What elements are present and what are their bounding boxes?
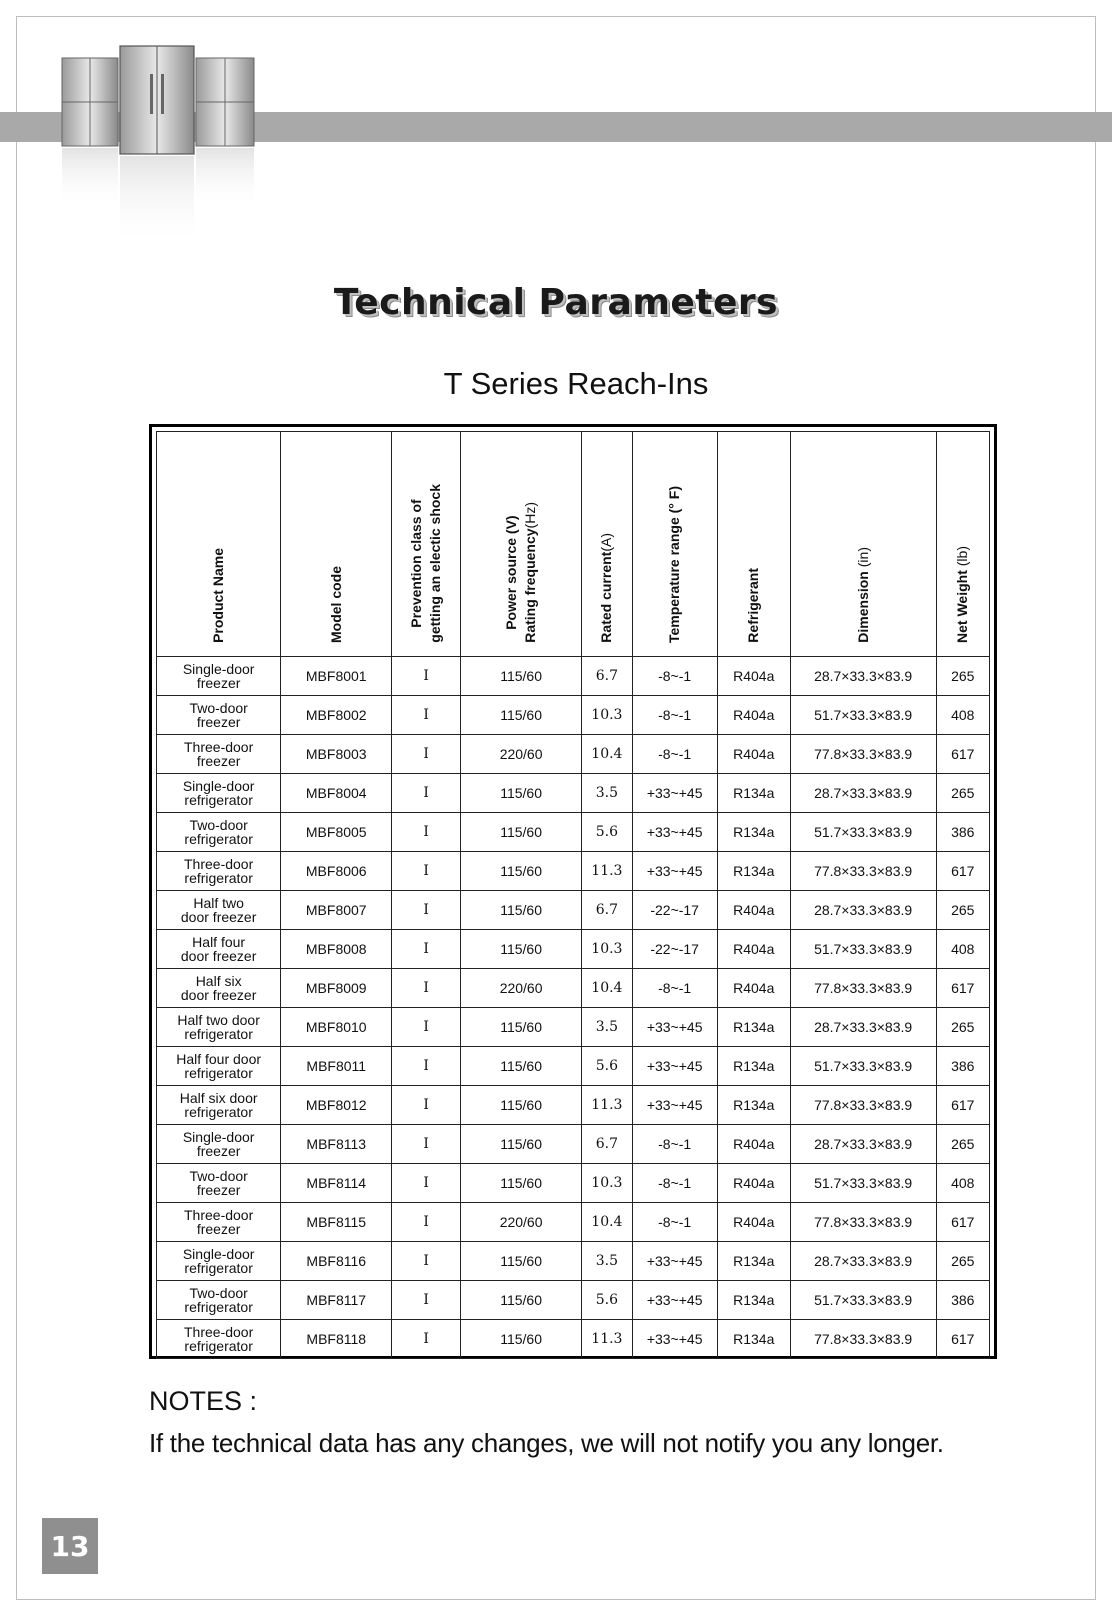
product-name-cell: Half two door refrigerator (157, 1008, 281, 1047)
model-code-cell: MBF8009 (281, 969, 392, 1008)
dimension-cell: 28.7×33.3×83.9 (790, 891, 936, 930)
power-source-cell: 115/60 (461, 774, 582, 813)
header-prevention-class: Prevention class of getting an electic shock (392, 432, 461, 657)
table-row (157, 891, 990, 930)
power-source-cell: 115/60 (461, 1047, 582, 1086)
power-source-cell: 115/60 (461, 930, 582, 969)
temperature-range-cell: +33~+45 (632, 1047, 717, 1086)
refrigerant-cell: R134a (717, 1242, 790, 1281)
rated-current-cell: 3.5 (582, 1008, 632, 1047)
rated-current-cell: 3.5 (582, 774, 632, 813)
model-code-cell: MBF8007 (281, 891, 392, 930)
product-name-cell: Half four door freezer (157, 930, 281, 969)
model-code-cell: MBF8006 (281, 852, 392, 891)
rated-current-cell: 10.3 (582, 930, 632, 969)
dimension-cell: 51.7×33.3×83.9 (790, 696, 936, 735)
page-subtitle: T Series Reach-Ins (443, 366, 709, 401)
table-row (157, 1281, 990, 1320)
power-source-cell: 220/60 (461, 969, 582, 1008)
header-row (157, 432, 990, 657)
dimension-cell: 77.8×33.3×83.9 (790, 735, 936, 774)
net-weight-cell: 265 (936, 774, 989, 813)
refrigerant-cell: R134a (717, 1047, 790, 1086)
model-code-cell: MBF8118 (281, 1320, 392, 1359)
refrigerant-cell: R404a (717, 930, 790, 969)
dimension-cell: 28.7×33.3×83.9 (790, 774, 936, 813)
product-name-cell: Single-door freezer (157, 1125, 281, 1164)
temperature-range-cell: +33~+45 (632, 813, 717, 852)
temperature-range-cell: -8~-1 (632, 696, 717, 735)
rated-current-cell: 6.7 (582, 891, 632, 930)
product-name-cell: Half six door refrigerator (157, 1086, 281, 1125)
net-weight-cell: 617 (936, 852, 989, 891)
model-code-cell: MBF8004 (281, 774, 392, 813)
product-name-cell: Half two door freezer (157, 891, 281, 930)
net-weight-cell: 408 (936, 1164, 989, 1203)
dimension-cell: 28.7×33.3×83.9 (790, 1008, 936, 1047)
net-weight-cell: 265 (936, 891, 989, 930)
power-source-cell: 220/60 (461, 735, 582, 774)
table-row (157, 813, 990, 852)
net-weight-cell: 265 (936, 657, 989, 696)
model-code-cell: MBF8008 (281, 930, 392, 969)
dimension-cell: 28.7×33.3×83.9 (790, 1125, 936, 1164)
table-row (157, 1047, 990, 1086)
rated-current-cell: 5.6 (582, 1047, 632, 1086)
refrigerant-cell: R404a (717, 1125, 790, 1164)
dimension-cell: 51.7×33.3×83.9 (790, 1047, 936, 1086)
table-row (157, 774, 990, 813)
product-name-cell: Two-door freezer (157, 696, 281, 735)
net-weight-cell: 386 (936, 1281, 989, 1320)
net-weight-cell: 617 (936, 1203, 989, 1242)
dimension-cell: 77.8×33.3×83.9 (790, 969, 936, 1008)
page-title: Technical Parameters (333, 282, 779, 323)
product-name-cell: Half four door refrigerator (157, 1047, 281, 1086)
prevention-class-cell: I (392, 852, 461, 891)
header-dimension: Dimension (in) (790, 432, 936, 657)
dimension-cell: 77.8×33.3×83.9 (790, 1086, 936, 1125)
prevention-class-cell: I (392, 1125, 461, 1164)
header-power-source: Power source (V) Rating frequency(Hz) (461, 432, 582, 657)
model-code-cell: MBF8011 (281, 1047, 392, 1086)
table-row (157, 1086, 990, 1125)
model-code-cell: MBF8003 (281, 735, 392, 774)
model-code-cell: MBF8113 (281, 1125, 392, 1164)
rated-current-cell: 10.4 (582, 735, 632, 774)
product-name-cell: Two-door refrigerator (157, 813, 281, 852)
prevention-class-cell: I (392, 1242, 461, 1281)
header-temperature-range: Temperature range (° F) (632, 432, 717, 657)
product-name-cell: Three-door refrigerator (157, 852, 281, 891)
model-code-cell: MBF8115 (281, 1203, 392, 1242)
model-code-cell: MBF8117 (281, 1281, 392, 1320)
prevention-class-cell: I (392, 1086, 461, 1125)
header-product-name: Product Name (157, 432, 281, 657)
power-source-cell: 115/60 (461, 1242, 582, 1281)
model-code-cell: MBF8116 (281, 1242, 392, 1281)
net-weight-cell: 408 (936, 930, 989, 969)
dimension-cell: 51.7×33.3×83.9 (790, 930, 936, 969)
temperature-range-cell: -8~-1 (632, 735, 717, 774)
notes-text: If the technical data has any changes, we will not notify you any longer. (149, 1428, 944, 1458)
dimension-cell: 28.7×33.3×83.9 (790, 657, 936, 696)
product-name-cell: Single-door freezer (157, 657, 281, 696)
prevention-class-cell: I (392, 1164, 461, 1203)
temperature-range-cell: -8~-1 (632, 1164, 717, 1203)
net-weight-cell: 265 (936, 1008, 989, 1047)
spec-table-body (157, 657, 990, 1359)
refrigerant-cell: R404a (717, 657, 790, 696)
prevention-class-cell: I (392, 930, 461, 969)
temperature-range-cell: -8~-1 (632, 1203, 717, 1242)
power-source-cell: 115/60 (461, 1008, 582, 1047)
temperature-range-cell: +33~+45 (632, 774, 717, 813)
notes-heading: NOTES : (149, 1386, 258, 1416)
power-source-cell: 115/60 (461, 657, 582, 696)
refrigerator-illustration (58, 44, 268, 254)
temperature-range-cell: -8~-1 (632, 969, 717, 1008)
net-weight-cell: 617 (936, 1086, 989, 1125)
product-name-cell: Two-door freezer (157, 1164, 281, 1203)
refrigerant-cell: R134a (717, 1320, 790, 1359)
rated-current-cell: 6.7 (582, 657, 632, 696)
product-name-cell: Single-door refrigerator (157, 774, 281, 813)
dimension-cell: 77.8×33.3×83.9 (790, 1320, 936, 1359)
prevention-class-cell: I (392, 696, 461, 735)
table-row (157, 1125, 990, 1164)
net-weight-cell: 386 (936, 813, 989, 852)
model-code-cell: MBF8114 (281, 1164, 392, 1203)
refrigerant-cell: R404a (717, 696, 790, 735)
net-weight-cell: 265 (936, 1125, 989, 1164)
table-row (157, 1008, 990, 1047)
model-code-cell: MBF8005 (281, 813, 392, 852)
power-source-cell: 115/60 (461, 852, 582, 891)
temperature-range-cell: +33~+45 (632, 1008, 717, 1047)
dimension-cell: 51.7×33.3×83.9 (790, 1164, 936, 1203)
power-source-cell: 115/60 (461, 1281, 582, 1320)
spec-table-frame (149, 424, 997, 1359)
model-code-cell: MBF8012 (281, 1086, 392, 1125)
refrigerant-cell: R134a (717, 1281, 790, 1320)
product-name-cell: Single-door refrigerator (157, 1242, 281, 1281)
rated-current-cell: 3.5 (582, 1242, 632, 1281)
prevention-class-cell: I (392, 1047, 461, 1086)
table-row (157, 930, 990, 969)
rated-current-cell: 10.4 (582, 969, 632, 1008)
refrigerant-cell: R404a (717, 1164, 790, 1203)
refrigerant-cell: R404a (717, 891, 790, 930)
refrigerant-cell: R134a (717, 813, 790, 852)
net-weight-cell: 265 (936, 1242, 989, 1281)
dimension-cell: 77.8×33.3×83.9 (790, 1203, 936, 1242)
rated-current-cell: 11.3 (582, 1320, 632, 1359)
rated-current-cell: 6.7 (582, 1125, 632, 1164)
power-source-cell: 115/60 (461, 1320, 582, 1359)
header-rated-current: Rated current(A) (582, 432, 632, 657)
spec-table (156, 431, 990, 1359)
power-source-cell: 115/60 (461, 1164, 582, 1203)
rated-current-cell: 11.3 (582, 1086, 632, 1125)
refrigerant-cell: R404a (717, 1203, 790, 1242)
dimension-cell: 51.7×33.3×83.9 (790, 1281, 936, 1320)
net-weight-cell: 386 (936, 1047, 989, 1086)
rated-current-cell: 10.4 (582, 1203, 632, 1242)
refrigerant-cell: R134a (717, 1086, 790, 1125)
rated-current-cell: 11.3 (582, 852, 632, 891)
product-name-cell: Half six door freezer (157, 969, 281, 1008)
refrigerant-cell: R404a (717, 735, 790, 774)
power-source-cell: 220/60 (461, 1203, 582, 1242)
prevention-class-cell: I (392, 657, 461, 696)
temperature-range-cell: +33~+45 (632, 1086, 717, 1125)
model-code-cell: MBF8010 (281, 1008, 392, 1047)
dimension-cell: 77.8×33.3×83.9 (790, 852, 936, 891)
rated-current-cell: 10.3 (582, 1164, 632, 1203)
model-code-cell: MBF8001 (281, 657, 392, 696)
refrigerant-cell: R404a (717, 969, 790, 1008)
header-net-weight: Net Weight (lb) (936, 432, 989, 657)
prevention-class-cell: I (392, 735, 461, 774)
temperature-range-cell: +33~+45 (632, 1281, 717, 1320)
power-source-cell: 115/60 (461, 813, 582, 852)
power-source-cell: 115/60 (461, 1125, 582, 1164)
temperature-range-cell: -22~-17 (632, 891, 717, 930)
table-row (157, 1242, 990, 1281)
power-source-cell: 115/60 (461, 891, 582, 930)
table-row (157, 657, 990, 696)
table-row (157, 1320, 990, 1359)
dimension-cell: 51.7×33.3×83.9 (790, 813, 936, 852)
temperature-range-cell: +33~+45 (632, 1242, 717, 1281)
product-name-cell: Three-door freezer (157, 735, 281, 774)
prevention-class-cell: I (392, 891, 461, 930)
header-refrigerant: Refrigerant (717, 432, 790, 657)
table-row (157, 969, 990, 1008)
temperature-range-cell: -8~-1 (632, 1125, 717, 1164)
power-source-cell: 115/60 (461, 1086, 582, 1125)
prevention-class-cell: I (392, 1203, 461, 1242)
product-name-cell: Two-door refrigerator (157, 1281, 281, 1320)
net-weight-cell: 617 (936, 969, 989, 1008)
table-row (157, 852, 990, 891)
product-name-cell: Three-door refrigerator (157, 1320, 281, 1359)
refrigerant-cell: R134a (717, 852, 790, 891)
prevention-class-cell: I (392, 813, 461, 852)
table-row (157, 1164, 990, 1203)
table-row (157, 1203, 990, 1242)
rated-current-cell: 5.6 (582, 813, 632, 852)
dimension-cell: 28.7×33.3×83.9 (790, 1242, 936, 1281)
power-source-cell: 115/60 (461, 696, 582, 735)
temperature-range-cell: +33~+45 (632, 1320, 717, 1359)
prevention-class-cell: I (392, 1281, 461, 1320)
temperature-range-cell: -8~-1 (632, 657, 717, 696)
model-code-cell: MBF8002 (281, 696, 392, 735)
prevention-class-cell: I (392, 1008, 461, 1047)
page-number: 13 (42, 1518, 98, 1574)
refrigerant-cell: R134a (717, 1008, 790, 1047)
net-weight-cell: 408 (936, 696, 989, 735)
rated-current-cell: 10.3 (582, 696, 632, 735)
net-weight-cell: 617 (936, 735, 989, 774)
table-row (157, 696, 990, 735)
prevention-class-cell: I (392, 774, 461, 813)
table-row (157, 735, 990, 774)
refrigerant-cell: R134a (717, 774, 790, 813)
prevention-class-cell: I (392, 1320, 461, 1359)
prevention-class-cell: I (392, 969, 461, 1008)
temperature-range-cell: -22~-17 (632, 930, 717, 969)
product-name-cell: Three-door freezer (157, 1203, 281, 1242)
temperature-range-cell: +33~+45 (632, 852, 717, 891)
rated-current-cell: 5.6 (582, 1281, 632, 1320)
net-weight-cell: 617 (936, 1320, 989, 1359)
header-model-code: Model code (281, 432, 392, 657)
